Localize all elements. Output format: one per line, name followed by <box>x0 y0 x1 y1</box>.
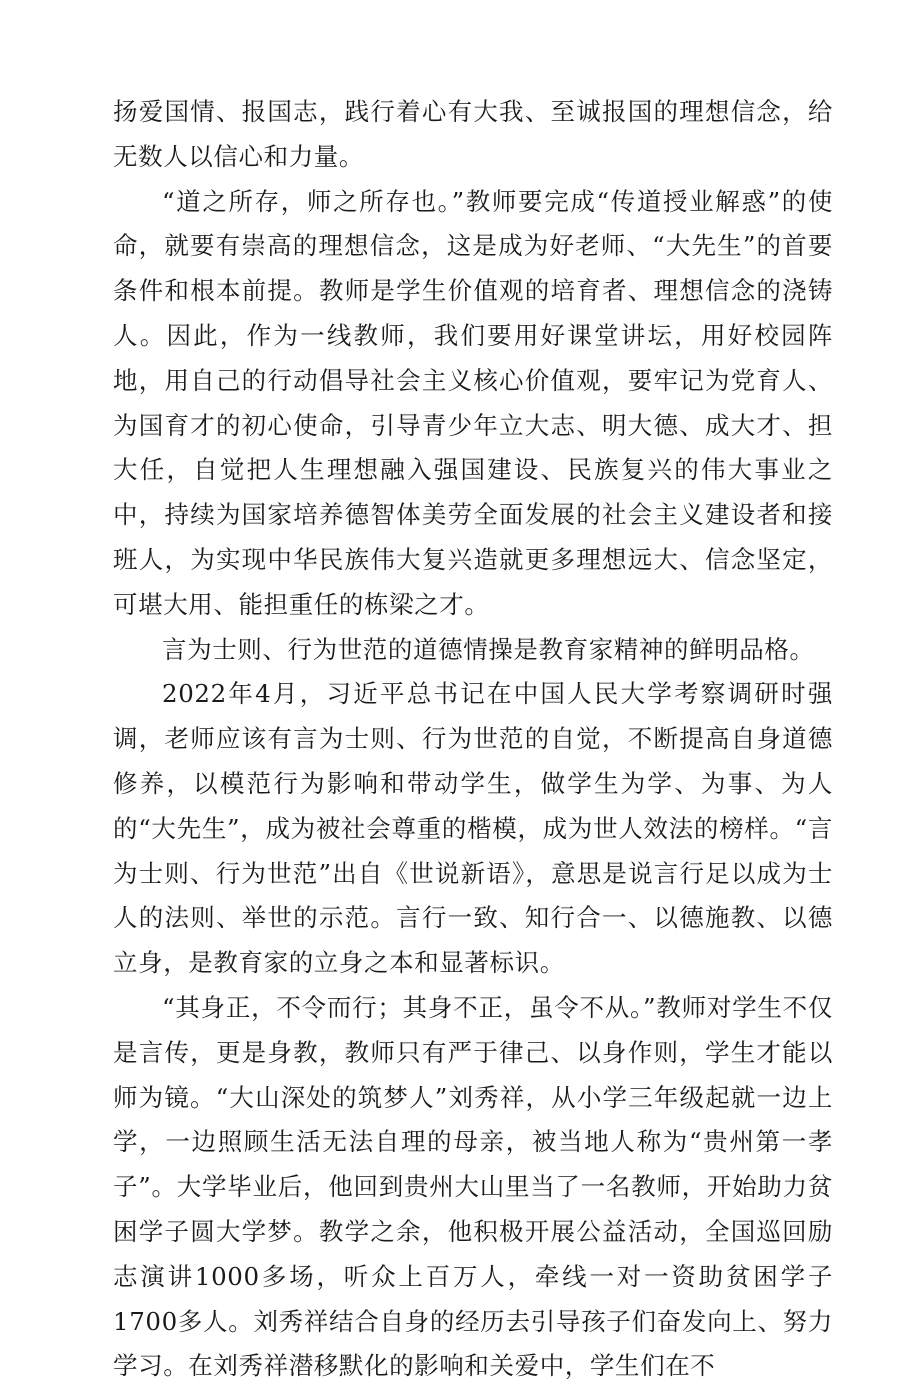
paragraph-1: 扬爱国情、报国志，践行着心有大我、至诚报国的理想信念，给无数人以信心和力量。 <box>113 97 833 171</box>
document-body <box>113 90 833 1389</box>
paragraph-3: 言为士则、行为世范的道德情操是教育家精神的鲜明品格。 <box>162 634 815 664</box>
paragraph-5: “其身正，不令而行；其身不正，虽令不从。”教师对学生不仅是言传，更是身教，教师只有严于律己、以身作则，学生才能以师为镜。“大山深处的筑梦人”刘秀祥，从小学三年级起就一边上学，一边照顾生活无法自理的母亲，被当地人称为“贵州第一孝子”。大学毕业后，他回到贵州大山里当了一名教师，开始助力贫困学子圆大学梦。教学之余，他积极开展公益活动，全国巡回励志演讲1000多场，听众上百万人，牵线一对一资助贫困学子1700多人。刘秀祥结合自身的经历去引导孩子们奋发向上、努力学习。在刘秀祥潜移默化的影响和关爱中，学生们在不 <box>113 992 833 1381</box>
paragraph-4: 2022年4月，习近平总书记在中国人民大学考察调研时强调，老师应该有言为士则、行为世范的自觉，不断提高自身道德修养，以模范行为影响和带动学生，做学生为学、为事、为人的“大先生”，成为被社会尊重的楷模，成为世人效法的榜样。“言为士则、行为世范”出自《世说新语》，意思是说言行足以成为士人的法则、举世的示范。言行一致、知行合一、以德施教、以德立身，是教育家的立身之本和显著标识。 <box>113 679 833 978</box>
paragraph-2: “道之所存，师之所存也。”教师要完成“传道授业解惑”的使命，就要有崇高的理想信念，这是成为好老师、“大先生”的首要条件和根本前提。教师是学生价值观的培育者、理想信念的浇铸人。因此，作为一线教师，我们要用好课堂讲坛，用好校园阵地，用自己的行动倡导社会主义核心价值观，要牢记为党育人、为国育才的初心使命，引导青少年立大志、明大德、成大才、担大任，自觉把人生理想融入强国建设、民族复兴的伟大事业之中，持续为国家培养德智体美劳全面发展的社会主义建设者和接班人，为实现中华民族伟大复兴造就更多理想远大、信念坚定，可堪大用、能担重任的栋梁之才。 <box>113 186 833 619</box>
